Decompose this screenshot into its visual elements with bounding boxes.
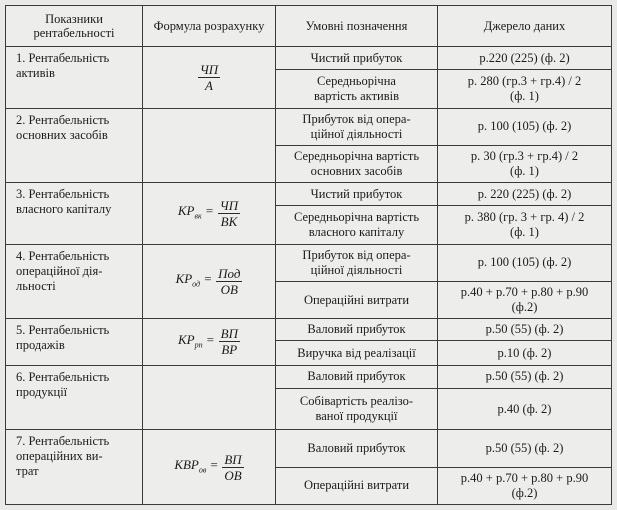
indicator-cell: 1. Рентабельність активів <box>6 47 143 109</box>
source-cell: р. 100 (105) (ф. 2) <box>438 244 612 281</box>
source-cell: р.50 (55) (ф. 2) <box>438 430 612 467</box>
table-body <box>6 47 612 505</box>
symbol-cell: Собівартість реалізо- ваної продукції <box>276 388 438 429</box>
formula-equals: = <box>202 331 215 347</box>
profitability-table-wrapper <box>5 5 611 505</box>
header-formula: Формула розрахунку <box>143 6 276 47</box>
fraction-numerator: Под <box>218 265 241 281</box>
table-header-row <box>6 6 612 47</box>
indicator-cell: 6. Рентабельність продукції <box>6 365 143 430</box>
header-indicators: Показники рентабельності <box>6 6 143 47</box>
source-cell: р.10 (ф. 2) <box>438 341 612 365</box>
formula-lhs-subscript: од <box>192 279 201 289</box>
header-symbols: Умовні позначення <box>276 6 438 47</box>
table-row <box>6 108 612 145</box>
formula-equals: = <box>201 203 214 219</box>
symbol-cell: Середньорічна вартість власного капіталу <box>276 206 438 244</box>
formula <box>178 198 240 229</box>
indicator-cell: 3. Рентабельність власного капіталу <box>6 183 143 245</box>
fraction-numerator: ВП <box>220 326 238 342</box>
fraction-numerator: ВП <box>224 451 242 467</box>
formula-lhs-name: КР <box>178 331 195 347</box>
formula-lhs <box>178 203 214 224</box>
source-cell: р.220 (225) (ф. 2) <box>438 47 612 70</box>
profitability-table <box>5 5 612 505</box>
formula <box>178 326 240 357</box>
formula-cell <box>143 47 276 109</box>
symbol-cell: Чистий прибуток <box>276 183 438 206</box>
fraction <box>198 62 220 93</box>
formula-lhs <box>174 457 218 478</box>
formula <box>198 62 220 93</box>
source-cell: р. 280 (гр.3 + гр.4) / 2 (ф. 1) <box>438 70 612 108</box>
source-cell: р.40 + р.70 + р.80 + р.90 (ф.2) <box>438 467 612 504</box>
symbol-cell: Валовий прибуток <box>276 430 438 467</box>
formula-equals: = <box>200 271 213 287</box>
fraction <box>216 266 242 297</box>
symbol-cell: Операційні витрати <box>276 281 438 318</box>
table-row <box>6 430 612 467</box>
formula-lhs-name: КР <box>177 203 195 219</box>
table-row <box>6 183 612 206</box>
fraction <box>218 198 240 229</box>
source-cell: р.40 (ф. 2) <box>438 388 612 429</box>
symbol-cell: Валовий прибуток <box>276 365 438 388</box>
formula-lhs-subscript: ов <box>198 465 207 475</box>
formula-lhs-subscript: вк <box>194 211 202 221</box>
formula <box>176 266 243 297</box>
table-row <box>6 47 612 70</box>
table-row <box>6 319 612 341</box>
fraction-denominator: ВР <box>221 342 238 358</box>
fraction-denominator: ВК <box>220 213 238 229</box>
formula-lhs-name: КВР <box>174 456 199 472</box>
fraction <box>222 452 243 483</box>
indicator-cell: 4. Рентабельність операційної дія- льності <box>6 244 143 319</box>
formula-lhs-subscript: рп <box>194 340 203 350</box>
fraction <box>219 326 240 357</box>
table-row <box>6 365 612 388</box>
indicator-cell: 7. Рентабельність операційних ви- трат <box>6 430 143 505</box>
fraction-denominator: ОВ <box>224 467 242 483</box>
formula-lhs-name: КР <box>175 271 193 287</box>
fraction-numerator: ЧП <box>219 197 239 213</box>
symbol-cell: Виручка від реалізації <box>276 341 438 365</box>
header-source: Джерело даних <box>438 6 612 47</box>
symbol-cell: Прибуток від опера- ційної діяльності <box>276 244 438 281</box>
indicator-cell: 5. Рентабельність продажів <box>6 319 143 365</box>
source-cell: р. 30 (гр.3 + гр.4) / 2 (ф. 1) <box>438 145 612 182</box>
formula-cell <box>143 244 276 319</box>
formula-cell <box>143 183 276 245</box>
source-cell: р. 100 (105) (ф. 2) <box>438 108 612 145</box>
formula <box>174 452 243 483</box>
formula-lhs <box>176 271 213 292</box>
formula-cell <box>143 108 276 183</box>
source-cell: р.50 (55) (ф. 2) <box>438 365 612 388</box>
symbol-cell: Середньорічна вартість активів <box>276 70 438 108</box>
formula-cell <box>143 365 276 430</box>
symbol-cell: Чистий прибуток <box>276 47 438 70</box>
formula-cell <box>143 430 276 505</box>
source-cell: р. 380 (гр. 3 + гр. 4) / 2 (ф. 1) <box>438 206 612 244</box>
symbol-cell: Середньорічна вартість основних засобів <box>276 145 438 182</box>
symbol-cell: Операційні витрати <box>276 467 438 504</box>
fraction-numerator: ЧП <box>199 61 219 77</box>
source-cell: р.50 (55) (ф. 2) <box>438 319 612 341</box>
source-cell: р. 220 (225) (ф. 2) <box>438 183 612 206</box>
formula-equals: = <box>206 456 219 472</box>
symbol-cell: Прибуток від опера- ційної діяльності <box>276 108 438 145</box>
source-cell: р.40 + р.70 + р.80 + р.90 (ф.2) <box>438 281 612 318</box>
symbol-cell: Валовий прибуток <box>276 319 438 341</box>
table-row <box>6 244 612 281</box>
formula-lhs <box>178 332 215 353</box>
indicator-cell: 2. Рентабельність основних засобів <box>6 108 143 183</box>
fraction-denominator: ОВ <box>220 281 238 297</box>
formula-cell <box>143 319 276 365</box>
fraction-denominator: А <box>205 77 213 93</box>
